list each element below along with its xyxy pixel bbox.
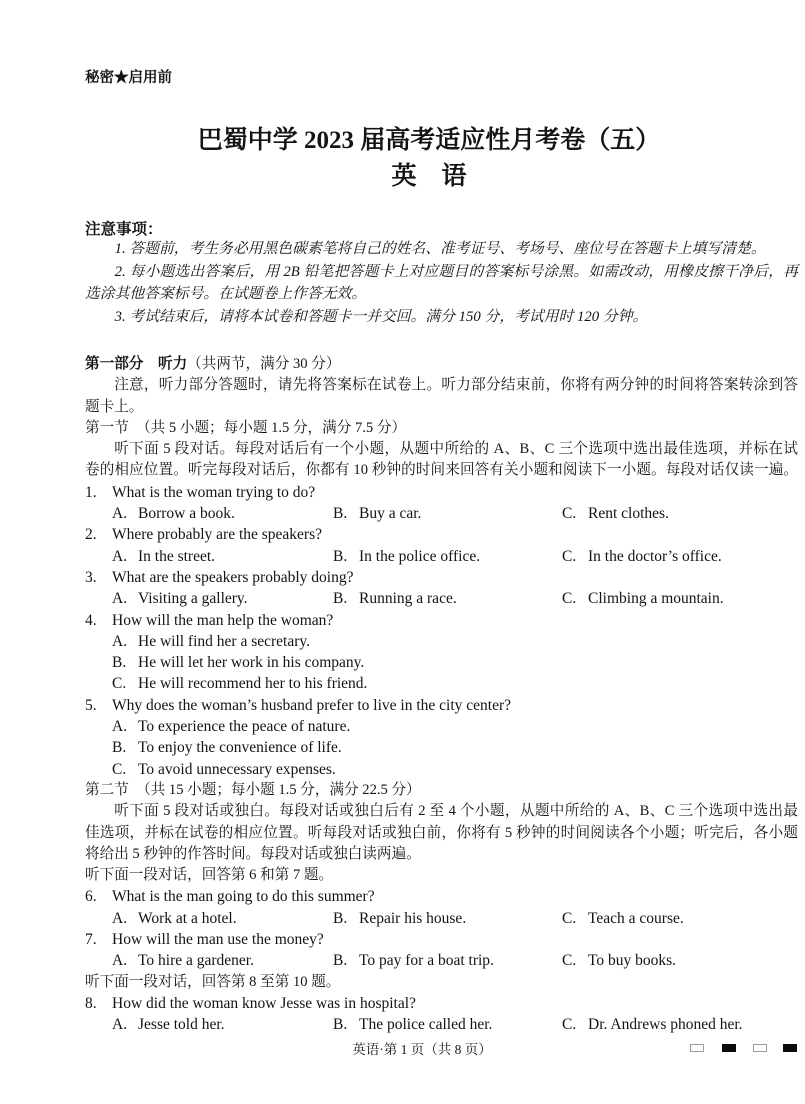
question-2 bbox=[85, 524, 798, 545]
question-6 bbox=[85, 886, 798, 907]
question-7-options bbox=[85, 950, 798, 971]
section1-instructions-line-1: 听下面 5 段对话。每段对话后有一个小题，从题中所给的 A、B、C 三个选项中选出最佳选项，并标在试 bbox=[114, 441, 798, 458]
question-3-number: 3. bbox=[85, 568, 97, 586]
question-2-option-c: C. In the doctor’s office. bbox=[562, 547, 722, 565]
notice-list bbox=[85, 238, 798, 328]
exam-title: 巴蜀中学 2023 届高考适应性月考卷（五） bbox=[197, 127, 661, 154]
question-8-option-b: B. The police called her. bbox=[333, 1016, 493, 1034]
question-2-option-b: B. In the police office. bbox=[333, 547, 481, 565]
question-1-option-b: B. Buy a car. bbox=[333, 505, 422, 523]
listening-prompt-6-7: 听下面一段对话，回答第 6 和第 7 题。 bbox=[85, 867, 334, 884]
section2-instructions-line-2: 佳选项，并标在试卷的相应位置。听每段对话或独白前，你将有 5 秒钟的时间阅读各个小题；听完后，各小题 bbox=[85, 824, 798, 841]
question-2-number: 2. bbox=[85, 526, 97, 544]
question-4-option-a: A. He will find her a secretary. bbox=[112, 632, 310, 650]
question-4-number: 4. bbox=[85, 611, 97, 629]
question-7 bbox=[85, 929, 798, 950]
notice-item-3: 3. 考试结束后，请将本试卷和答题卡一并交回。满分 150 分，考试用时 120 分钟。 bbox=[114, 308, 648, 325]
question-3-text: What are the speakers probably doing? bbox=[112, 568, 354, 586]
section2-heading: 第二节 （共 15 小题；每小题 1.5 分，满分 22.5 分） bbox=[85, 781, 421, 798]
question-2-options bbox=[85, 546, 798, 567]
question-8 bbox=[85, 993, 798, 1014]
question-8-text: How did the woman know Jesse was in hospital? bbox=[112, 994, 416, 1012]
listening-prompt-8-10: 听下面一段对话，回答第 8 至第 10 题。 bbox=[85, 973, 341, 990]
page-footer: 英语·第 1 页（共 8 页） bbox=[352, 1042, 492, 1057]
subject-title: 英 语 bbox=[391, 163, 467, 190]
section2-instructions-line-1: 听下面 5 段对话或独白。每段对话或独白后有 2 至 4 个小题，从题中所给的 A、B、C 三个选项中选出最 bbox=[114, 803, 798, 820]
part1-heading-title: 第一部分 听力 bbox=[85, 356, 188, 372]
question-5-option-b: B. To enjoy the convenience of life. bbox=[112, 739, 342, 757]
question-4-text: How will the man help the woman? bbox=[112, 611, 334, 629]
registration-mark-2 bbox=[722, 1044, 736, 1052]
question-7-number: 7. bbox=[85, 931, 97, 949]
section1-heading: 第一节 （共 5 小题；每小题 1.5 分，满分 7.5 分） bbox=[85, 419, 407, 436]
registration-mark-1 bbox=[690, 1044, 704, 1052]
question-1-option-c: C. Rent clothes. bbox=[562, 505, 669, 523]
question-4-option-c: C. He will recommend her to his friend. bbox=[112, 675, 368, 693]
question-7-option-b: B. To pay for a boat trip. bbox=[333, 952, 494, 970]
question-8-number: 8. bbox=[85, 994, 97, 1012]
question-4-option-b: B. He will let her work in his company. bbox=[112, 654, 365, 672]
classification-label: 秘密★启用前 bbox=[85, 70, 172, 86]
question-1-options bbox=[85, 503, 798, 524]
part1-heading-score: （共两节，满分 30 分） bbox=[187, 356, 341, 372]
question-1 bbox=[85, 482, 798, 503]
question-1-number: 1. bbox=[85, 483, 97, 501]
question-5-option-c: C. To avoid unnecessary expenses. bbox=[112, 760, 336, 778]
question-6-number: 6. bbox=[85, 888, 97, 906]
part1-intro-line-1: 注意，听力部分答题时，请先将答案标在试卷上。听力部分结束前，你将有两分钟的时间将答案转涂到答 bbox=[114, 377, 798, 394]
question-3-option-c: C. Climbing a mountain. bbox=[562, 590, 724, 608]
section2-instructions-line-3: 将给出 5 秒钟的作答时间。每段对话或独白读两遍。 bbox=[85, 845, 421, 862]
section1-instructions-line-2: 卷的相应位置。听完每段对话后，你都有 10 秒钟的时间来回答有关小题和阅读下一小题。每段对话仅读一遍。 bbox=[85, 462, 798, 479]
question-3 bbox=[85, 567, 798, 588]
registration-mark-3 bbox=[753, 1044, 767, 1052]
question-6-option-b: B. Repair his house. bbox=[333, 909, 467, 927]
question-6-options bbox=[85, 908, 798, 929]
question-3-options bbox=[85, 588, 798, 609]
question-8-option-c: C. Dr. Andrews phoned her. bbox=[562, 1016, 743, 1034]
question-5-number: 5. bbox=[85, 696, 97, 714]
question-8-option-a: A. Jesse told her. bbox=[112, 1016, 225, 1034]
part1-intro-line-2: 题卡上。 bbox=[85, 398, 144, 415]
question-1-option-a: A. Borrow a book. bbox=[112, 505, 235, 523]
notice-item-1: 1. 答题前，考生务必用黑色碳素笔将自己的姓名、准考证号、考场号、座位号在答题卡上填写清楚。 bbox=[114, 241, 766, 257]
question-5-text: Why does the woman’s husband prefer to live in the city center? bbox=[112, 696, 511, 714]
question-5 bbox=[85, 695, 798, 716]
notice-heading: 注意事项： bbox=[85, 221, 163, 238]
question-7-option-a: A. To hire a gardener. bbox=[112, 952, 254, 970]
question-3-option-a: A. Visiting a gallery. bbox=[112, 590, 248, 608]
question-7-option-c: C. To buy books. bbox=[562, 952, 677, 970]
question-6-option-c: C. Teach a course. bbox=[562, 909, 684, 927]
question-1-text: What is the woman trying to do? bbox=[112, 483, 316, 501]
question-4 bbox=[85, 610, 798, 631]
exam-body bbox=[85, 354, 798, 1036]
question-6-option-a: A. Work at a hotel. bbox=[112, 909, 237, 927]
question-2-text: Where probably are the speakers? bbox=[112, 526, 322, 544]
question-2-option-a: A. In the street. bbox=[112, 547, 216, 565]
question-3-option-b: B. Running a race. bbox=[333, 590, 457, 608]
registration-mark-4 bbox=[783, 1044, 797, 1052]
question-6-text: What is the man going to do this summer? bbox=[112, 888, 375, 906]
notice-item-2-line-1: 2. 每小题选出答案后，用 2B 铅笔把答题卡上对应题目的答案标号涂黑。如需改动，用橡皮擦干净后，再 bbox=[114, 263, 798, 280]
question-5-option-a: A. To experience the peace of nature. bbox=[112, 718, 351, 736]
notice-item-2-line-2: 选涂其他答案标号。在试题卷上作答无效。 bbox=[85, 286, 367, 303]
question-7-text: How will the man use the money? bbox=[112, 931, 324, 949]
part1-heading bbox=[85, 354, 798, 375]
question-8-options bbox=[85, 1014, 798, 1035]
